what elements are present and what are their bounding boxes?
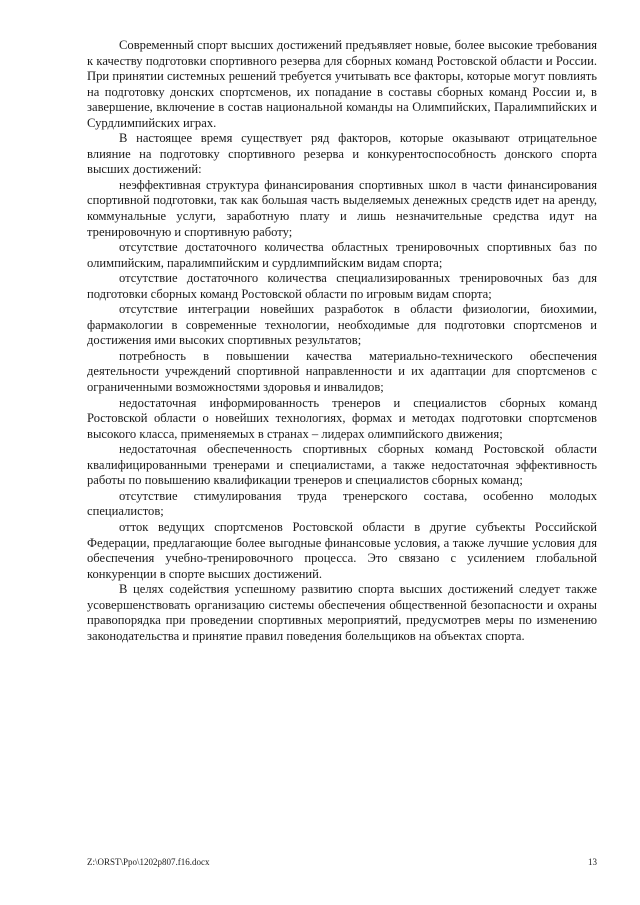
- paragraph-2: В настоящее время существует ряд факторов, которые оказывают отрицательное влияние на подготовку спортивного резерва и конкурентоспособность донского спорта высших достижений:: [87, 131, 597, 177]
- paragraph-10: отсутствие стимулирования труда тренерского состава, особенно молодых специалистов;: [87, 488, 597, 519]
- page-footer: [87, 857, 597, 867]
- paragraph-11: отток ведущих спортсменов Ростовской области в другие субъекты Российской Федерации, предлагающие более выгодные финансовые условия, а также лучшие условия для обеспечения учебно-тренировочного процесса. Это связано с усилением глобальной конкуренции в спорте высших достижений.: [87, 519, 597, 581]
- paragraph-8: недостаточная информированность тренеров и специалистов сборных команд Ростовской области о новейших технологиях, формах и методах подготовки спортсменов высокого класса, применяемых в странах – лидерах олимпийского движения;: [87, 395, 597, 441]
- paragraph-5: отсутствие достаточного количества специализированных тренировочных баз для подготовки сборных команд Ростовской области по игровым видам спорта;: [87, 271, 597, 301]
- paragraph-4: отсутствие достаточного количества областных тренировочных спортивных баз по олимпийским, паралимпийским и сурдлимпийским видам спорта;: [87, 240, 597, 270]
- paragraph-1: Современный спорт высших достижений предъявляет новые, более высокие требования к качеству подготовки спортивного резерва для сборных команд Ростовской области и России. При принятии системных решений требуется учитывать все факторы, которые могут повлиять на подготовку донских спортсменов, их попадание в составы сборных команд России и, в завершение, включение в состав национальной команды на Олимпийских, Паралимпийских и Сурдлимпийских играх.: [87, 38, 597, 130]
- page-number: 13: [588, 857, 597, 867]
- document-body: [87, 38, 597, 644]
- paragraph-3: неэффективная структура финансирования спортивных школ в части финансирования спортивной подготовки, так как большая часть выделяемых денежных средств идет на аренду, коммунальные услуги, заработную плату и лишь незначительные средства идут на тренировочную и спортивную работу;: [87, 177, 597, 239]
- paragraph-9: недостаточная обеспеченность спортивных сборных команд Ростовской области квалифицированными тренерами и специалистами, а также недостаточная эффективность работы по повышению квалификации тренеров и специалистов сборных команд;: [87, 442, 597, 488]
- paragraph-6: отсутствие интеграции новейших разработок в области физиологии, биохимии, фармакологии в современные технологии, необходимые для подготовки спортсменов и достижения ими высоких спортивных результатов;: [87, 302, 597, 348]
- paragraph-7: потребность в повышении качества материально-технического обеспечения деятельности учреждений спортивной направленности и их адаптации для спортсменов с ограниченными возможностями здоровья и инвалидов;: [87, 348, 597, 395]
- paragraph-12: В целях содействия успешному развитию спорта высших достижений следует также усовершенствовать организацию системы обеспечения общественной безопасности и охраны правопорядка при проведении спортивных мероприятий, предусмотрев меры по изменению законодательства и принятие правил поведения болельщиков на объектах спорта.: [87, 582, 597, 643]
- footer-file-path: Z:\ORST\Ppo\1202p807.f16.docx: [87, 857, 210, 867]
